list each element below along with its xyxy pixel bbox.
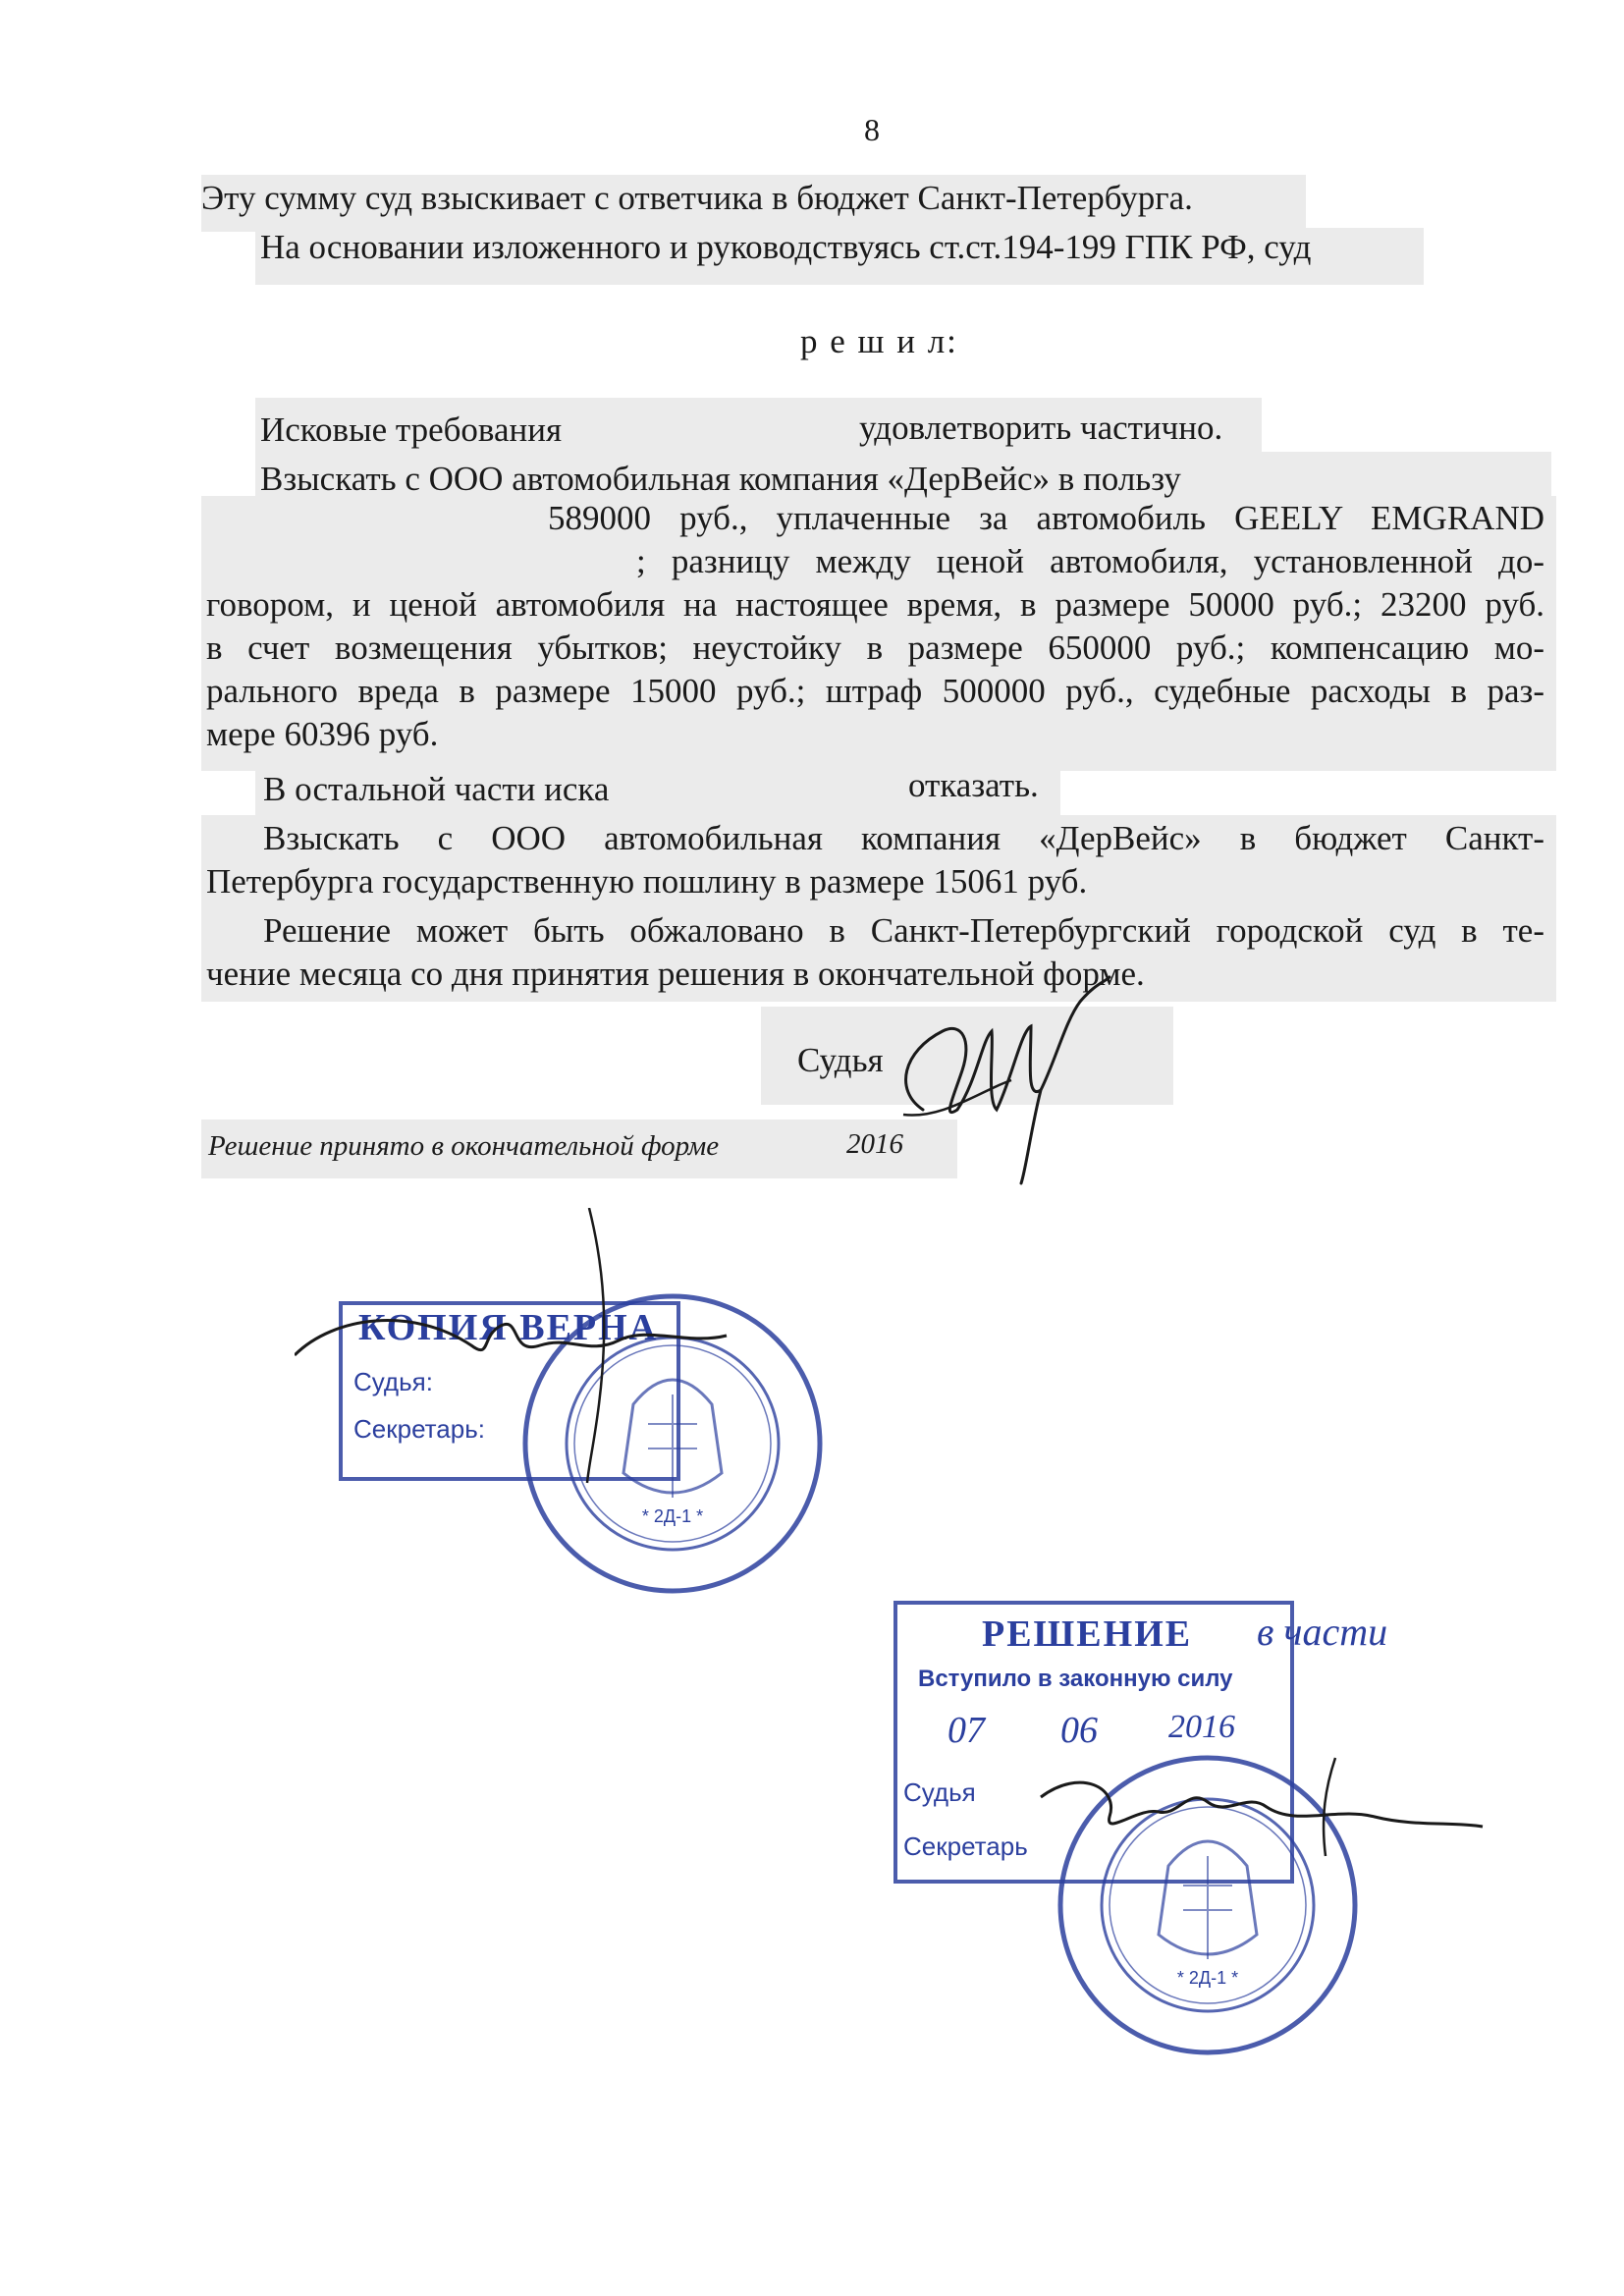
recover-line-6: мере 60396 руб. — [206, 715, 439, 753]
decision-signature — [864, 1748, 1492, 1905]
recover-line-2: ; разницу между ценой автомобиля, установленной до- — [636, 542, 1544, 580]
decision-stamp-judge: Судья — [903, 1777, 976, 1807]
para-sum-recovery: Эту сумму суд взыскивает с ответчика в бюджет Санкт-Петербурга. — [201, 179, 1193, 217]
appeal-line-1: Решение может быть обжаловано в Санкт-Петербургский городской суд в те- — [263, 911, 1544, 950]
rest-right: отказать. — [908, 766, 1039, 804]
copy-signature — [295, 1208, 844, 1503]
para-basis: На основании изложенного и руководствуясь ст.ст.194-199 ГПК РФ, суд — [260, 228, 1312, 266]
duty-line-2: Петербурга государственную пошлину в размере 15061 руб. — [206, 862, 1088, 901]
judge-label: Судья — [797, 1041, 884, 1079]
decision-stamp-subtitle: Вступило в законную силу — [918, 1666, 1233, 1692]
decision-stamp-secretary: Секретарь — [903, 1831, 1028, 1861]
decision-stamp-note: в части — [1257, 1610, 1388, 1654]
seal-code-1: * 2Д-1 * — [641, 1506, 704, 1526]
duty-line-1: Взыскать с ООО автомобильная компания «ДерВейс» в бюджет Санкт- — [263, 819, 1544, 857]
final-form-note: Решение принято в окончательной форме — [208, 1130, 720, 1162]
copy-stamp — [295, 1208, 864, 1620]
recover-intro: Взыскать с ООО автомобильная компания «ДерВейс» в пользу — [260, 460, 1181, 498]
final-form-year: 2016 — [846, 1128, 903, 1160]
page-number: 8 — [864, 112, 880, 147]
judge-signature — [884, 972, 1119, 1188]
recover-line-5: рального вреда в размере 15000 руб.; штраф 500000 руб., судебные расходы в раз- — [206, 672, 1544, 710]
decision-stamp-year: 2016 — [1168, 1709, 1235, 1745]
claims-right: удовлетворить частично. — [859, 409, 1223, 447]
appeal-line-2: чение месяца со дня принятия решения в окончательной форме. — [206, 955, 1145, 993]
decided-heading: р е ш и л: — [800, 322, 958, 360]
copy-stamp-title: КОПИЯ ВЕРНА — [358, 1307, 659, 1348]
recover-line-3: говором, и ценой автомобиля на настоящее время, в размере 50000 руб.; 23200 руб. — [206, 585, 1544, 624]
rest-left: В остальной части иска — [263, 770, 610, 808]
recover-line-1: 589000 руб., уплаченные за автомобиль GEELY EMGRAND — [548, 499, 1544, 537]
decision-stamp — [864, 1571, 1571, 2062]
decision-stamp-title: РЕШЕНИЕ — [982, 1613, 1193, 1655]
claims-left: Исковые требования — [260, 410, 563, 449]
copy-stamp-secretary: Секретарь: — [353, 1414, 485, 1444]
recover-line-4: в счет возмещения убытков; неустойку в размере 650000 руб.; компенсацию мо- — [206, 629, 1544, 667]
seal-code-2: * 2Д-1 * — [1176, 1968, 1239, 1988]
copy-stamp-judge: Судья: — [353, 1367, 433, 1396]
decision-stamp-day: 07 — [947, 1710, 985, 1751]
decision-stamp-month: 06 — [1060, 1710, 1098, 1751]
